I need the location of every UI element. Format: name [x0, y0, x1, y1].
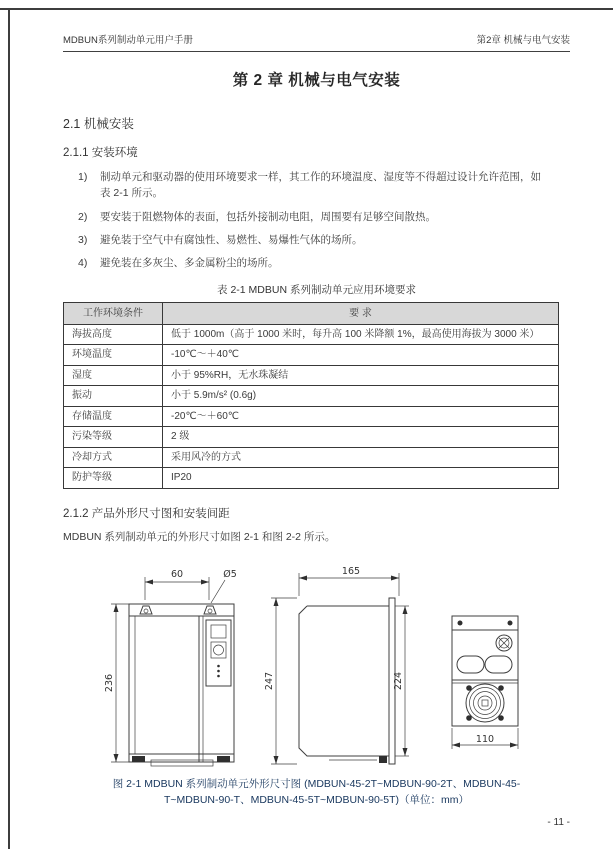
- cell-condition: 存储温度: [64, 406, 163, 427]
- environment-requirements-table: [63, 302, 559, 489]
- table-row: [64, 345, 559, 366]
- col-header-requirement: 要 求: [163, 303, 559, 325]
- section-2-1-heading: 2.1 机械安装: [63, 117, 134, 131]
- dim-bottom-width: 110: [475, 733, 495, 745]
- header-left-title: MDBUN系列制动单元用户手册: [63, 35, 193, 46]
- cell-requirement: -20℃～＋60℃: [163, 406, 559, 427]
- list-item-text: 要安装于阻燃物体的表面，包括外接制动电阻，周围要有足够空间散热。: [100, 210, 436, 223]
- dim-hole-diameter: Ø5: [223, 568, 237, 580]
- header-rule: [63, 51, 570, 52]
- figure-caption-line2: T~MDBUN-90-T、MDBUN-45-5T~MDBUN-90-5T)（单位：mm）: [163, 793, 470, 806]
- cell-condition: 振动: [64, 386, 163, 407]
- header-right-chapter: 第2章 机械与电气安装: [476, 35, 570, 46]
- list-item-text: 制动单元和驱动器的使用环境要求一样，其工作的环境温度、湿度等不得超过设计允许范围，如表 2-1 所示。: [100, 171, 541, 200]
- dim-side-height: 247: [264, 671, 275, 690]
- cell-requirement: -10℃～＋40℃: [163, 345, 559, 366]
- dim-side-body-height: 224: [393, 671, 404, 690]
- scan-border-left: [8, 8, 10, 849]
- page-content: [63, 32, 570, 808]
- section-2-1-2-heading: 2.1.2 产品外形尺寸图和安装间距: [63, 507, 230, 520]
- figure-caption: [63, 776, 570, 809]
- cell-condition: 污染等级: [64, 427, 163, 448]
- table-caption: 表 2-1 MDBUN 系列制动单元应用环境要求: [217, 284, 416, 297]
- chapter-title: 第 2 章 机械与电气安装: [232, 72, 401, 89]
- cell-requirement: 2 级: [163, 427, 559, 448]
- figure-caption-line1: 图 2-1 MDBUN 系列制动单元外形尺寸图 (MDBUN-45-2T~MDBUN-90-2T、MDBUN-45-: [112, 777, 521, 790]
- front-view-drawing: [99, 562, 249, 770]
- table-header-row: [64, 303, 559, 325]
- list-item: [63, 209, 545, 225]
- cell-condition: 冷却方式: [64, 447, 163, 468]
- list-item-number: 2): [78, 210, 88, 223]
- list-item-number: 4): [78, 257, 88, 270]
- list-item-number: 3): [78, 233, 88, 246]
- table-row: [64, 324, 559, 345]
- table-row: [64, 447, 559, 468]
- table-row: [64, 406, 559, 427]
- page-number: - 11 -: [547, 817, 570, 828]
- page-header: [63, 32, 570, 46]
- bottom-view-drawing: [439, 610, 531, 756]
- scan-border-top: [0, 8, 613, 10]
- cell-requirement: IP20: [163, 468, 559, 489]
- col-header-condition: 工作环境条件: [64, 303, 163, 325]
- side-view-drawing: [259, 562, 409, 770]
- cell-requirement: 小于 5.9m/s² (0.6g): [163, 386, 559, 407]
- table-row: [64, 427, 559, 448]
- list-item-text: 避免装于空气中有腐蚀性、易燃性、易爆性气体的场所。: [100, 233, 363, 246]
- section-2-1-2-body: MDBUN 系列制动单元的外形尺寸如图 2-1 和图 2-2 所示。: [63, 530, 336, 543]
- list-item-text: 避免装在多灰尘、多金属粉尘的场所。: [100, 257, 279, 270]
- table-row: [64, 365, 559, 386]
- table-row: [64, 468, 559, 489]
- list-item: [63, 232, 545, 248]
- cell-condition: 防护等级: [64, 468, 163, 489]
- list-item-number: 1): [78, 171, 88, 183]
- dim-front-width: 60: [170, 568, 184, 580]
- cell-condition: 环境温度: [64, 345, 163, 366]
- install-env-list: [63, 169, 570, 271]
- dim-side-depth: 165: [341, 565, 361, 577]
- list-item: [63, 255, 545, 271]
- dim-front-height: 236: [104, 673, 115, 692]
- list-item: [63, 169, 545, 202]
- section-2-1-1-heading: 2.1.1 安装环境: [63, 147, 138, 159]
- cell-requirement: 低于 1000m（高于 1000 米时，每升高 100 米降额 1%，最高使用海拔为 3000 米）: [163, 324, 559, 345]
- cell-condition: 湿度: [64, 365, 163, 386]
- cell-requirement: 小于 95%RH，无水珠凝结: [163, 365, 559, 386]
- cell-condition: 海拔高度: [64, 324, 163, 345]
- dimension-figure: [63, 562, 570, 770]
- cell-requirement: 采用风冷的方式: [163, 447, 559, 468]
- table-row: [64, 386, 559, 407]
